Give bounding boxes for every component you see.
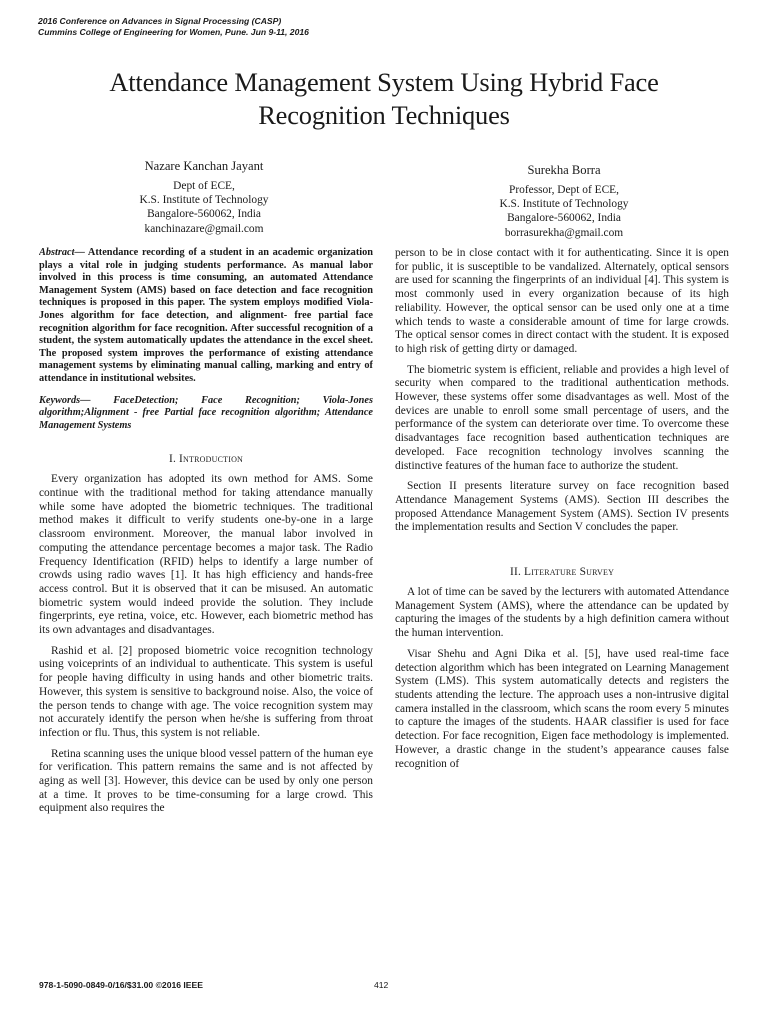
paragraph: Rashid et al. [2] proposed biometric voice recognition technology using voiceprints of an individual to authenticate. This system is useful for people having difficulty in using hands and other biometric traits. However, this system is sensitive to background noise. Also, the voice of the person tends to change with age. The voice recognition system may not accurately identify the person when he/she is suffering from throat infection or flu. Thus, this system is not reliable. <box>39 644 373 739</box>
author-email: borrasurekha@gmail.com <box>504 226 624 239</box>
author-name: Surekha Borra <box>527 163 601 177</box>
paper-title <box>30 66 738 132</box>
abstract-dash: — <box>74 247 85 258</box>
paragraph: A lot of time can be saved by the lecturers with automated Attendance Management System (AMS), where the attendance can be updated by capturing the images of the students by a high definition camera without the human intervention. <box>395 586 729 640</box>
footer-copyright: 978-1-5090-0849-0/16/$31.00 ©2016 IEEE <box>39 980 204 990</box>
author-block-2 <box>464 162 664 240</box>
page-number: 412 <box>374 980 389 990</box>
author-location: Bangalore-560062, India <box>147 208 261 221</box>
author-name: Nazare Kanchan Jayant <box>144 159 264 173</box>
conference-name: 2016 Conference on Advances in Signal Processing (CASP) <box>38 16 282 26</box>
paragraph: The biometric system is efficient, reliable and provides a high level of security when compared to the traditional authentication methods. However, these systems offer some disadvantages as well. Most of the devices are unable to enroll some small percentage of users, and the performance of the system can deteriorate over time. To overcome these disadvantages face recognition based authentication techniques are developed. Face recognition technology involves scanning the distinctive features of the human face to authorize the student. <box>395 363 729 472</box>
paragraph: Section II presents literature survey on face recognition based Attendance Management Systems (AMS). Section III describes the proposed Attendance Management System (AMS). Section IV presents the implementation results and Section V concludes the paper. <box>395 480 729 534</box>
paper-title-line-1: Attendance Management System Using Hybrid Face <box>109 67 659 97</box>
author-institute: K.S. Institute of Technology <box>499 198 629 211</box>
section-heading-introduction: I. Introduction <box>168 453 244 466</box>
abstract-text: Attendance recording of a student in an academic organization plays a vital role in judging students performance. As manual labor involved in this process is time consuming, an automated Attendance Management System (AMS) based on face detection and face recognition techniques is proposed in this paper. The system employs modified Viola-Jones algorithm for face detection, and alignment- free partial face recognition algorithm for face recognition. After successful recognition of a student, the system automatically updates the attendance in the excel sheet. The proposed system improves the performance of existing attendance management systems by eliminating manual calling, marking and entry of attendance in institutional websites. <box>39 247 373 384</box>
right-column <box>395 247 729 873</box>
conference-venue: Cummins College of Engineering for Women, Pune. Jun 9-11, 2016 <box>38 27 309 37</box>
section-heading-literature-survey: II. Literature Survey <box>509 566 615 579</box>
keywords-dash: — <box>80 394 91 406</box>
author-institute: K.S. Institute of Technology <box>139 194 269 207</box>
abstract-lead: Abstract <box>39 247 75 258</box>
keywords-lead: Keywords <box>39 394 81 406</box>
author-email: kanchinazare@gmail.com <box>144 222 264 235</box>
paragraph: Every organization has adopted its own method for AMS. Some continue with the traditional method for taking attendance manually while some have adopted the biometric techniques. The traditional method makes it difficult to verify students one-by-one in a large classroom environment. Moreover, the manual labor involved in computing the attendance percentage becomes a major task. The Radio Frequency Identification (RFID) helps to identify a large number of crowds using radio waves [1]. It has high efficiency and hands-free access control. But it is observed that it can be misused. An automatic biometric system would indeed provide the solution. They include fingerprints, eye retina, voice, etc. However, each biometric method has its own advantages and disadvantages. <box>39 473 373 637</box>
author-location: Bangalore-560062, India <box>507 212 621 225</box>
conference-header <box>38 16 458 38</box>
author-department: Dept of ECE, <box>173 180 235 192</box>
paragraph: Retina scanning uses the unique blood vessel pattern of the human eye for verification. This pattern remains the same and is not affected by aging as well [3]. However, this device can be used by only one person at a time. It proves to be time-consuming for a large crowd. This equipment also requires the <box>39 747 373 815</box>
abstract <box>39 247 373 386</box>
paragraph: Visar Shehu and Agni Dika et al. [5], have used real-time face detection algorithm which has been integrated on Learning Management System (LMS). This system automatically detects and registers the students attending the lecture. The approach uses a non-intrusive digital camera installed in the classroom, which scans the room every 5 minutes to capture the images of the students. HAAR classifier is used for face detection. For face recognition, Eigen face methodology is implemented. However, a drastic change in the student’s appearance causes false recognition of <box>395 647 729 770</box>
author-department: Professor, Dept of ECE, <box>509 184 619 196</box>
paragraph: person to be in close contact with it for authenticating. Since it is open for public, it is susceptible to be vandalized. Alternately, optical sensors are used for scanning the fingerprints of an individual [4]. This system is most commonly used in every organization because of its high reliability. However, the optical sensor can be used only one at a time which tends to waste a considerable amount of time for large crowds. The optical sensor comes in direct contact with the student. It is exposed to high risk of getting dirty or damaged. <box>395 247 729 355</box>
keywords <box>39 395 373 433</box>
left-column <box>39 247 373 873</box>
author-block-1 <box>104 158 304 236</box>
keywords-text: FaceDetection; Face Recognition; Viola-Jones algorithm;Alignment - free Partial face recognition algorithm; Attendance Management Systems <box>39 394 373 431</box>
paper-title-line-2: Recognition Techniques <box>258 100 510 130</box>
